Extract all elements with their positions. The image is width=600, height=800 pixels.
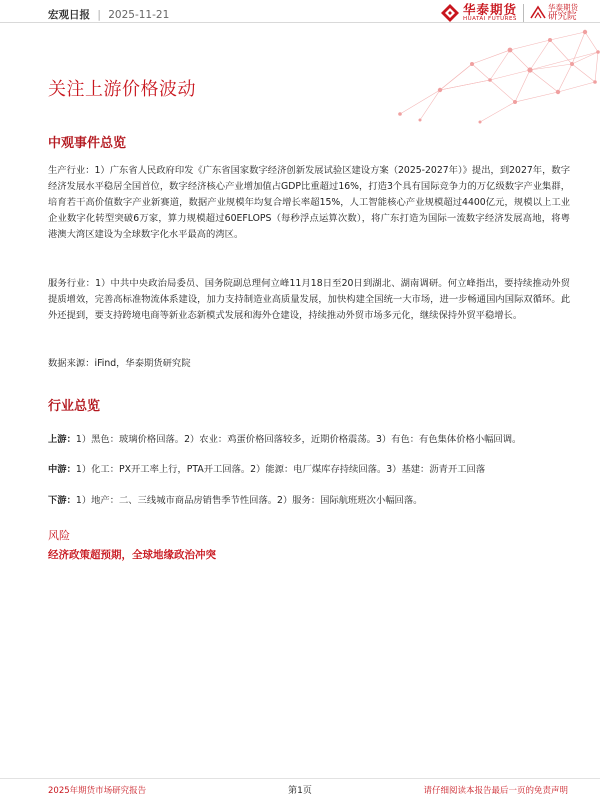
paragraph-production: 生产行业：1）广东省人民政府印发《广东省国家数字经济创新发展试验区建设方案（2025-2027年）》提出，到2027年，数字经济发展水平稳居全国首位，数字经济核心产业增加值占GDP比重超过16%，打造3个具有国际竞争力的万亿级数字产业集群，培育若干高价值数字产业新赛道，数据产业规模年均复合增长率超15%，人工智能核心产业规模超过4400亿元，规模以上工业企业数字化转型突破6万家，算力规模超过60EFLOPS（每秒浮点运算次数），将广东打造为国际一流数字经济发展高地，将粤港澳大湾区建设为全球数字化水平最高的湾区。 [48, 165, 570, 240]
footer-report-name: 2025年期货市场研究报告 [48, 786, 147, 796]
footer-page-number: 第1页 [288, 786, 312, 796]
downstream-text: 1）地产：二、三线城市商品房销售季节性回落。2）服务：国际航班班次小幅回落。 [75, 495, 423, 506]
huatai-logo-icon [440, 3, 460, 23]
institute-mark-icon [530, 4, 546, 20]
midstream-text: 1）化工：PX开工率上行，PTA开工回落。2）能源：电厂煤库存持续回落。3）基建：沥青开工回落 [75, 464, 486, 475]
paragraph-service: 服务行业：1）中共中央政治局委员、国务院副总理何立峰11月18日至20日到湖北、湖南调研。何立峰指出，要持续推动外贸提质增效，完善高标准物流体系建设，加力支持制造业高质量发展，加快构建全国统一大市场，进一步畅通国内国际双循环。此外还提到，要支持跨境电商等新业态新模式发展和海外仓建设，持续推动外贸市场多元化，继续保持外贸平稳增长。 [48, 278, 570, 321]
industry-row-upstream [48, 431, 578, 445]
risk-text: 经济政策超预期，全球地缘政治冲突 [48, 549, 216, 561]
industry-row-downstream [48, 492, 578, 506]
header-separator: | [97, 9, 101, 21]
institute-line1: 华泰期货 [548, 3, 578, 13]
downstream-label: 下游： [48, 495, 76, 506]
report-date: 2025-11-21 [108, 9, 170, 21]
brand-name-cn: 华泰期货 [462, 1, 517, 17]
network-graphic [380, 22, 600, 127]
brand-name-en: HUATAI FUTURES [462, 16, 517, 22]
industry-row-midstream [48, 461, 578, 475]
risk-title: 风险 [48, 529, 70, 542]
footer-disclaimer-note: 请仔细阅读本报告最后一页的免责声明 [423, 786, 568, 796]
section-title-meso-events: 中观事件总览 [48, 136, 127, 151]
institute-logo [530, 4, 578, 22]
company-logo [440, 2, 578, 24]
report-type: 宏观日报 [48, 9, 90, 21]
midstream-label: 中游： [48, 464, 76, 475]
upstream-text: 1）黑色：玻璃价格回落。2）农业：鸡蛋价格回落较多，近期价格震荡。3）有色：有色集体价格小幅回调。 [75, 434, 522, 445]
institute-line2: 研究院 [548, 10, 577, 22]
logo-divider [523, 4, 524, 22]
report-header [48, 7, 169, 22]
page-title: 关注上游价格波动 [48, 79, 196, 100]
data-source-note: 数据来源：iFind，华泰期货研究院 [48, 358, 191, 369]
section-title-industry: 行业总览 [48, 399, 101, 414]
footer-rule [0, 778, 600, 779]
upstream-label: 上游： [48, 434, 76, 445]
